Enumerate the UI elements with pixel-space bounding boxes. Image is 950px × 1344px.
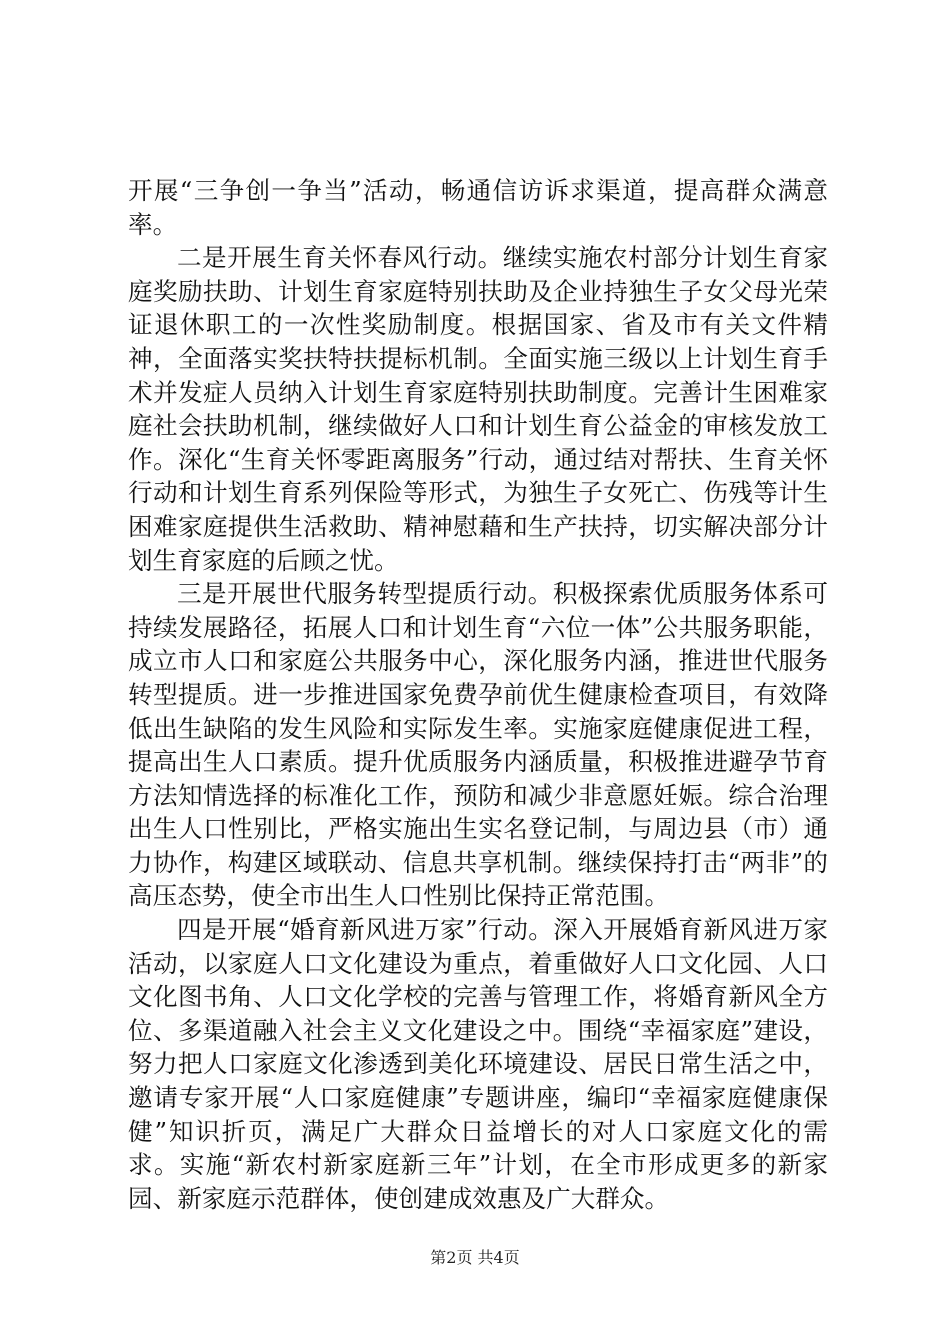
paragraph-section-three: 三是开展世代服务转型提质行动。积极探索优质服务体系可持续发展路径，拓展人口和计划生育“六位一体”公共服务职能，成立市人口和家庭公共服务中心，深化服务内涵，推进世代服务转型提质。进一步推进国家免费孕前优生健康检查项目，有效降低出生缺陷的发生风险和实际发生率。实施家庭健康促进工程，提高出生人口素质。提升优质服务内涵质量，积极推进避孕节育方法知情选择的标准化工作，预防和减少非意愿妊娠。综合治理出生人口性别比，严格实施出生实名登记制，与周边县（市）通力协作，构建区域联动、信息共享机制。继续保持打击“两非”的高压态势，使全市出生人口性别比保持正常范围。 — [128, 579, 828, 911]
document-body — [128, 174, 828, 1215]
paragraph-continuation: 开展“三争创一争当”活动，畅通信访诉求渠道，提高群众满意率。 — [128, 176, 828, 239]
page-number-footer: 第2页 共4页 — [430, 1248, 520, 1267]
paragraph-section-four: 四是开展“婚育新风进万家”行动。深入开展婚育新风进万家活动，以家庭人口文化建设为重点，着重做好人口文化园、人口文化图书角、人口文化学校的完善与管理工作，将婚育新风全方位、多渠道融入社会主义文化建设之中。围绕“幸福家庭”建设，努力把人口家庭文化渗透到美化环境建设、居民日常生活之中，邀请专家开展“人口家庭健康”专题讲座，编印“幸福家庭健康保健”知识折页，满足广大群众日益增长的对人口家庭文化的需求。实施“新农村新家庭新三年”计划，在全市形成更多的新家园、新家庭示范群体，使创建成效惠及广大群众。 — [128, 915, 828, 1213]
paragraph-section-two: 二是开展生育关怀春风行动。继续实施农村部分计划生育家庭奖励扶助、计划生育家庭特别扶助及企业持独生子女父母光荣证退休职工的一次性奖励制度。根据国家、省及市有关文件精神，全面落实奖扶特扶提标机制。全面实施三级以上计划生育手术并发症人员纳入计划生育家庭特别扶助制度。完善计生困难家庭社会扶助机制，继续做好人口和计划生育公益金的审核发放工作。深化“生育关怀零距离服务”行动，通过结对帮扶、生育关怀行动和计划生育系列保险等形式，为独生子女死亡、伤残等计生困难家庭提供生活救助、精神慰藉和生产扶持，切实解决部分计划生育家庭的后顾之忧。 — [128, 243, 828, 575]
